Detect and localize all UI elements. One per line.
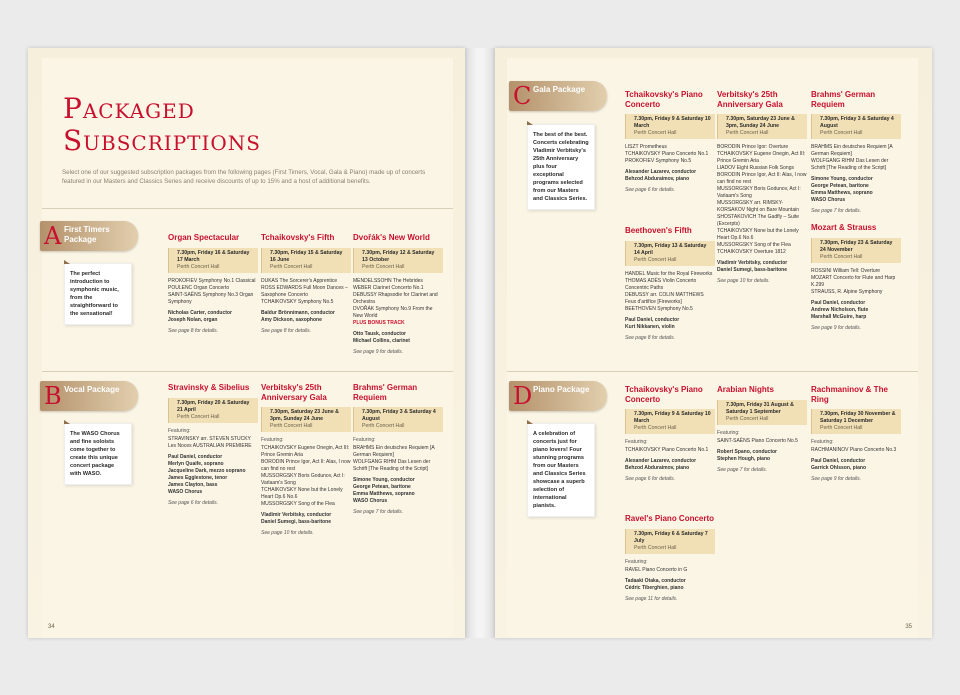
date-box <box>625 409 715 434</box>
package-letter: D <box>513 382 533 410</box>
package-tab-a <box>40 221 138 251</box>
section-divider <box>42 208 453 209</box>
program-line: BORODIN Prince Igor, Act II: Alas, I now can find no rest <box>261 459 351 472</box>
package-name: Piano Package <box>533 385 590 394</box>
concert-card <box>811 90 901 215</box>
concert-date: 7.30pm, Friday 12 & Saturday 13 October <box>362 249 435 263</box>
program-line: TCHAIKOVSKY Symphony No.5 <box>261 298 334 305</box>
package-tab-c <box>509 81 607 111</box>
performer: Daniel Sumegi, bass-baritone <box>717 267 788 273</box>
package-letter: A <box>44 222 62 250</box>
program-line: BRAHMS Ein deutsches Requiem [A German Requiem] <box>353 445 435 458</box>
concert-venue: Perth Concert Hall <box>362 423 405 429</box>
performer: Baldur Brönnimann, conductor <box>261 309 335 316</box>
performer: Emma Matthews, soprano <box>353 491 415 497</box>
concert-title: Stravinsky & Sibelius <box>168 383 250 392</box>
featuring-label: Featuring: <box>625 439 648 445</box>
concert-title: Tchaikovsky's Piano Concerto <box>625 385 703 404</box>
featuring-label: Featuring: <box>717 429 740 436</box>
date-box <box>625 241 715 266</box>
see-page-link[interactable]: See page 7 for details. <box>717 466 768 473</box>
date-box <box>811 114 901 139</box>
performer: Paul Daniel, conductor <box>625 316 680 323</box>
program-line: DEBUSSY arr. COLIN MATTHEWS Feux d'artifice [Fireworks] <box>625 291 704 305</box>
concert-date: 7.30pm, Saturday 23 June & 3pm, Sunday 24 June <box>270 409 339 422</box>
package-name: Gala Package <box>533 85 586 94</box>
program-line: TCHAIKOVSKY Eugene Onegin, Act III: Prince Gremin Aria <box>261 445 350 458</box>
program-line: MUSSORGSKY Song of the Flea <box>717 242 791 248</box>
program-line: ROSSINI William Tell: Overture <box>811 267 881 274</box>
program-line: MOZART Concerto for Flute and Harp K.299 <box>811 274 896 288</box>
program-line: RACHMANINOV Piano Concerto No.3 <box>811 447 897 453</box>
program-line: WOLFGANG RIHM Das Lesen der Schrift [The Reading of the Script] <box>811 158 889 171</box>
concert-title: Arabian Nights <box>717 385 774 394</box>
concert-title: Verbitsky's 25th Anniversary Gala <box>717 90 783 109</box>
title-line-1: Packaged <box>63 92 195 125</box>
performer: Paul Daniel, conductor <box>168 453 223 460</box>
concert-card <box>717 90 807 285</box>
program-line: BEETHOVEN Symphony No.5 <box>625 305 693 312</box>
program-line: TCHAIKOVSKY Overture 1812 <box>717 249 786 255</box>
date-box <box>811 238 901 263</box>
date-box <box>625 114 715 139</box>
performer: Simone Young, conductor <box>811 176 873 182</box>
date-box <box>717 114 807 139</box>
concert-venue: Perth Concert Hall <box>820 253 863 260</box>
program-line: BORODIN Prince Igor: Overture <box>717 144 789 150</box>
see-page-link[interactable]: See page 6 for details. <box>168 499 219 506</box>
program-line: ROSS EDWARDS Full Moon Dances – Saxophone Concerto <box>261 284 348 298</box>
concert-date: 7.30pm, Friday 15 & Saturday 16 June <box>270 249 343 263</box>
concert-title: Tchaikovsky's Piano Concerto <box>625 90 703 109</box>
program-line: RAVEL Piano Concerto in G <box>625 566 688 573</box>
package-tab-b <box>40 381 138 411</box>
concert-venue: Perth Concert Hall <box>634 256 677 263</box>
date-box <box>261 248 351 273</box>
package-name: Vocal Package <box>64 385 120 394</box>
program-line: WEBER Clarinet Concerto No.1 <box>353 284 424 291</box>
concert-card <box>168 233 258 335</box>
performer: Merlyn Quaife, soprano <box>168 460 224 467</box>
concert-venue: Perth Concert Hall <box>726 130 769 136</box>
performer: Vladimir Verbitsky, conductor <box>261 512 332 518</box>
concert-venue: Perth Concert Hall <box>634 544 677 551</box>
package-letter: B <box>44 382 62 410</box>
see-page-link[interactable]: See page 9 for details. <box>811 476 862 482</box>
page-title <box>63 93 261 157</box>
concert-venue: Perth Concert Hall <box>726 415 769 422</box>
concert-date: 7.30pm, Friday 16 & Saturday 17 March <box>177 249 250 263</box>
concert-card <box>811 385 901 483</box>
concert-date: 7.30pm, Friday 3 & Saturday 4 August <box>362 409 436 422</box>
program-line: TCHAIKOVSKY None but the Lonely Heart Op.6 No.6 <box>717 228 799 241</box>
section-divider <box>507 371 918 372</box>
performer: James Egglestone, tenor <box>168 474 228 481</box>
concert-card <box>261 233 351 335</box>
program-line: SAINT-SAËNS Symphony No.3 Organ Symphony <box>168 291 254 305</box>
program-line: BRAHMS Ein deutsches Requiem [A German Requiem] <box>811 144 893 157</box>
concert-card <box>717 385 807 474</box>
performer: Garrick Ohlsson, piano <box>811 465 867 471</box>
performer: Cédric Tiberghien, piano <box>625 584 684 591</box>
program-line: THOMAS ADÈS Violin Concerto Concentric Paths <box>625 277 697 291</box>
performer: Kurt Nikkanen, violin <box>625 323 675 330</box>
performer: Jacqueline Dark, mezzo soprano <box>168 467 246 474</box>
concert-venue: Perth Concert Hall <box>820 130 863 136</box>
program-line: WOLFGANG RIHM Das Lesen der Schrift [The Reading of the Script] <box>353 459 431 472</box>
performer: Tadaaki Otaka, conductor <box>625 577 686 584</box>
package-blurb-c: The best of the best. Concerts celebrating Vladimir Verbitsky's 25th Anniversary plus four exceptional programs selected from our Masters and Classics Series. <box>527 124 595 210</box>
concert-date: 7.30pm, Friday 13 & Saturday 14 April <box>634 242 707 256</box>
see-page-link[interactable]: See page 9 for details. <box>811 324 862 331</box>
performer: Joseph Nolan, organ <box>168 316 218 323</box>
page-number: 34 <box>48 624 55 630</box>
see-page-link[interactable]: See page 7 for details. <box>811 208 862 214</box>
bonus-track-label: PLUS BONUS TRACK <box>353 319 405 326</box>
concert-venue: Perth Concert Hall <box>820 425 863 431</box>
concert-venue: Perth Concert Hall <box>177 263 220 270</box>
concert-venue: Perth Concert Hall <box>362 263 405 270</box>
program-line: STRAVINSKY arr. STEVEN STUCKY Les Noces AUSTRALIAN PREMIERE <box>168 435 252 449</box>
concert-title: Rachmaninov & The Ring <box>811 385 888 404</box>
concert-title: Brahms' German Requiem <box>811 90 876 109</box>
right-page <box>495 48 932 638</box>
performer: Paul Daniel, conductor <box>811 458 866 464</box>
concert-date: 7.30pm, Friday 9 & Saturday 10 March <box>634 116 711 129</box>
performer: George Petean, baritone <box>353 484 411 490</box>
performer: Otto Tausk, conductor <box>353 330 406 337</box>
see-page-link[interactable]: See page 8 for details. <box>168 327 219 334</box>
see-page-link[interactable]: See page 8 for details. <box>261 327 312 334</box>
concert-date: 7.30pm, Friday 30 November & Saturday 1 December <box>820 411 896 424</box>
see-page-link[interactable]: See page 6 for details. <box>625 476 676 482</box>
book-spine <box>465 48 495 638</box>
performer: Nicholas Carter, conductor <box>168 309 232 316</box>
program-line: PROKOFIEV Symphony No.1 Classical <box>168 277 256 284</box>
date-box <box>353 407 443 432</box>
program-line: MUSSORGSKY Boris Godunov, Act I: Varlaam's Song <box>261 473 345 486</box>
performer: Behzod Abduraimov, piano <box>625 465 690 471</box>
package-name: First Timers Package <box>64 225 110 244</box>
see-page-link[interactable]: See page 7 for details. <box>353 509 404 515</box>
title-line-2: Subscriptions <box>63 124 261 157</box>
performer: Alexander Lazarev, conductor <box>625 169 697 175</box>
program-line: BORODIN Prince Igor, Act II: Alas, I now can find no rest <box>717 172 807 185</box>
program-line: TCHAIKOVSKY None but the Lonely Heart Op.6 No.6 <box>261 487 343 500</box>
featuring-label: Featuring: <box>261 437 284 443</box>
concert-title: Verbitsky's 25th Anniversary Gala <box>261 383 327 402</box>
performer: Simone Young, conductor <box>353 477 415 483</box>
program-line: TCHAIKOVSKY Eugene Onegin, Act III: Prince Gremin Aria <box>717 151 806 164</box>
section-divider <box>42 371 453 372</box>
concert-title: Brahms' German Requiem <box>353 383 418 402</box>
concert-date: 7.30pm, Friday 6 & Saturday 7 July <box>634 530 708 544</box>
see-page-link[interactable]: See page 9 for details. <box>353 348 404 355</box>
program-line: TCHAIKOVSKY Piano Concerto No.1 <box>625 151 709 157</box>
program-line: DVOŘÁK Symphony No.9 From the New World <box>353 305 433 319</box>
performer: WASO Chorus <box>811 197 846 203</box>
concert-date: 7.30pm, Friday 23 & Saturday 24 November <box>820 239 893 253</box>
performer: Alexander Lazarev, conductor <box>625 458 697 464</box>
performer: Marshall McGuire, harp <box>811 313 867 320</box>
date-box <box>353 248 443 273</box>
left-page <box>28 48 465 638</box>
concert-title: Organ Spectacular <box>168 233 240 242</box>
see-page-link[interactable]: See page 8 for details. <box>625 334 676 341</box>
concert-title: Mozart & Strauss <box>811 223 877 232</box>
concert-card <box>625 514 715 603</box>
performer: Daniel Sumegi, bass-baritone <box>261 519 332 525</box>
performer: Amy Dickson, saxophone <box>261 316 322 323</box>
program-line: DUKAS The Sorcerer's Apprentice <box>261 277 338 284</box>
performer: Behzod Abduraimov, piano <box>625 176 690 182</box>
date-box <box>717 400 807 425</box>
performer: Stephen Hough, piano <box>717 455 771 462</box>
performer: James Clayton, bass <box>168 481 218 488</box>
package-letter: C <box>513 82 532 110</box>
date-box <box>168 248 258 273</box>
featuring-label: Featuring: <box>353 437 376 443</box>
performer: Vladimir Verbitsky, conductor <box>717 260 788 266</box>
concert-date: 7.30pm, Saturday 23 June & 3pm, Sunday 24 June <box>726 116 795 129</box>
concert-date: 7.30pm, Friday 31 August & Saturday 1 September <box>726 401 794 415</box>
concert-card <box>625 90 715 194</box>
see-page-link[interactable]: See page 10 for details. <box>717 278 770 284</box>
program-line: LIADOV Eight Russian Folk Songs <box>717 165 794 171</box>
featuring-label: Featuring: <box>625 558 648 565</box>
package-blurb-b: The WASO Chorus and fine soloists come together to create this unique concert package with WASO. <box>64 423 132 485</box>
date-box <box>625 529 715 554</box>
program-line: HANDEL Music for the Royal Fireworks <box>625 270 713 277</box>
program-line: MUSSORGSKY Song of the Flea <box>261 501 335 507</box>
featuring-label: Featuring: <box>168 427 191 434</box>
program-line: SAINT-SAËNS Piano Concerto No.5 <box>717 437 798 444</box>
program-line: STRAUSS, R. Alpine Symphony <box>811 288 883 295</box>
see-page-link[interactable]: See page 6 for details. <box>625 187 676 193</box>
program-line: SHOSTAKOVICH The Gadfly – Suite (Excerpts) <box>717 214 800 227</box>
concert-date: 7.30pm, Friday 9 & Saturday 10 March <box>634 411 711 424</box>
program-line: MENDELSSOHN The Hebrides <box>353 277 423 284</box>
package-blurb-a: The perfect introduction to symphonic music, from the straightforward to the sensational! <box>64 263 132 325</box>
concert-card <box>168 383 258 507</box>
program-line: LISZT Prometheus <box>625 144 667 150</box>
performer: Emma Matthews, soprano <box>811 190 873 196</box>
package-tab-d <box>509 381 607 411</box>
concert-venue: Perth Concert Hall <box>634 425 677 431</box>
concert-title: Beethoven's Fifth <box>625 226 692 235</box>
performer: WASO Chorus <box>168 488 203 495</box>
date-box <box>261 407 351 432</box>
performer: Andrew Nicholson, flute <box>811 306 869 313</box>
program-line: POULENC Organ Concerto <box>168 284 230 291</box>
concert-title: Tchaikovsky's Fifth <box>261 233 335 242</box>
program-line: PROKOFIEV Symphony No.5 <box>625 158 692 164</box>
concert-date: 7.30pm, Friday 20 & Saturday 21 April <box>177 399 250 413</box>
featuring-label: Featuring: <box>811 439 834 445</box>
concert-date: 7.30pm, Friday 3 & Saturday 4 August <box>820 116 894 129</box>
performer: Robert Spano, conductor <box>717 448 777 455</box>
performer: Michael Collins, clarinet <box>353 337 410 344</box>
date-box <box>811 409 901 434</box>
concert-card <box>625 385 715 483</box>
concert-card <box>261 383 351 537</box>
performer: Paul Daniel, conductor <box>811 299 866 306</box>
date-box <box>168 398 258 423</box>
package-blurb-d: A celebration of concerts just for piano lovers! Four stunning programs from our Masters and Classics Series showcase a superb selection of international pianists. <box>527 423 595 517</box>
program-line: DEBUSSY Rhapsodie for Clarinet and Orchestra <box>353 291 438 305</box>
concert-card <box>811 223 901 332</box>
program-line: MUSSORGSKY Boris Godunov, Act I: Varlaam's Song <box>717 186 801 199</box>
concert-title: Dvořák's New World <box>353 233 430 242</box>
concert-venue: Perth Concert Hall <box>634 130 677 136</box>
concert-venue: Perth Concert Hall <box>270 263 313 270</box>
program-line: MUSSORGSKY arr. RIMSKY-KORSAKOV Night on Bare Mountain <box>717 200 799 213</box>
concert-card <box>625 226 715 342</box>
performer: WASO Chorus <box>353 498 388 504</box>
concert-title: Ravel's Piano Concerto <box>625 514 715 523</box>
concert-venue: Perth Concert Hall <box>270 423 313 429</box>
program-line: TCHAIKOVSKY Piano Concerto No.1 <box>625 447 709 453</box>
concert-venue: Perth Concert Hall <box>177 413 220 420</box>
concert-card <box>353 233 443 356</box>
intro-text: Select one of our suggested subscription packages from the following pages (First Timers, Vocal, Gala & Piano) made up of concerts featured in our Masters and Classics Series and receive discounts of up to 15% and a host of additional benefits. <box>62 169 426 185</box>
see-page-link[interactable]: See page 10 for details. <box>261 530 314 536</box>
concert-card <box>353 383 443 516</box>
page-number: 35 <box>905 624 912 630</box>
performer: George Petean, baritone <box>811 183 869 189</box>
see-page-link[interactable]: See page 11 for details. <box>625 595 678 602</box>
